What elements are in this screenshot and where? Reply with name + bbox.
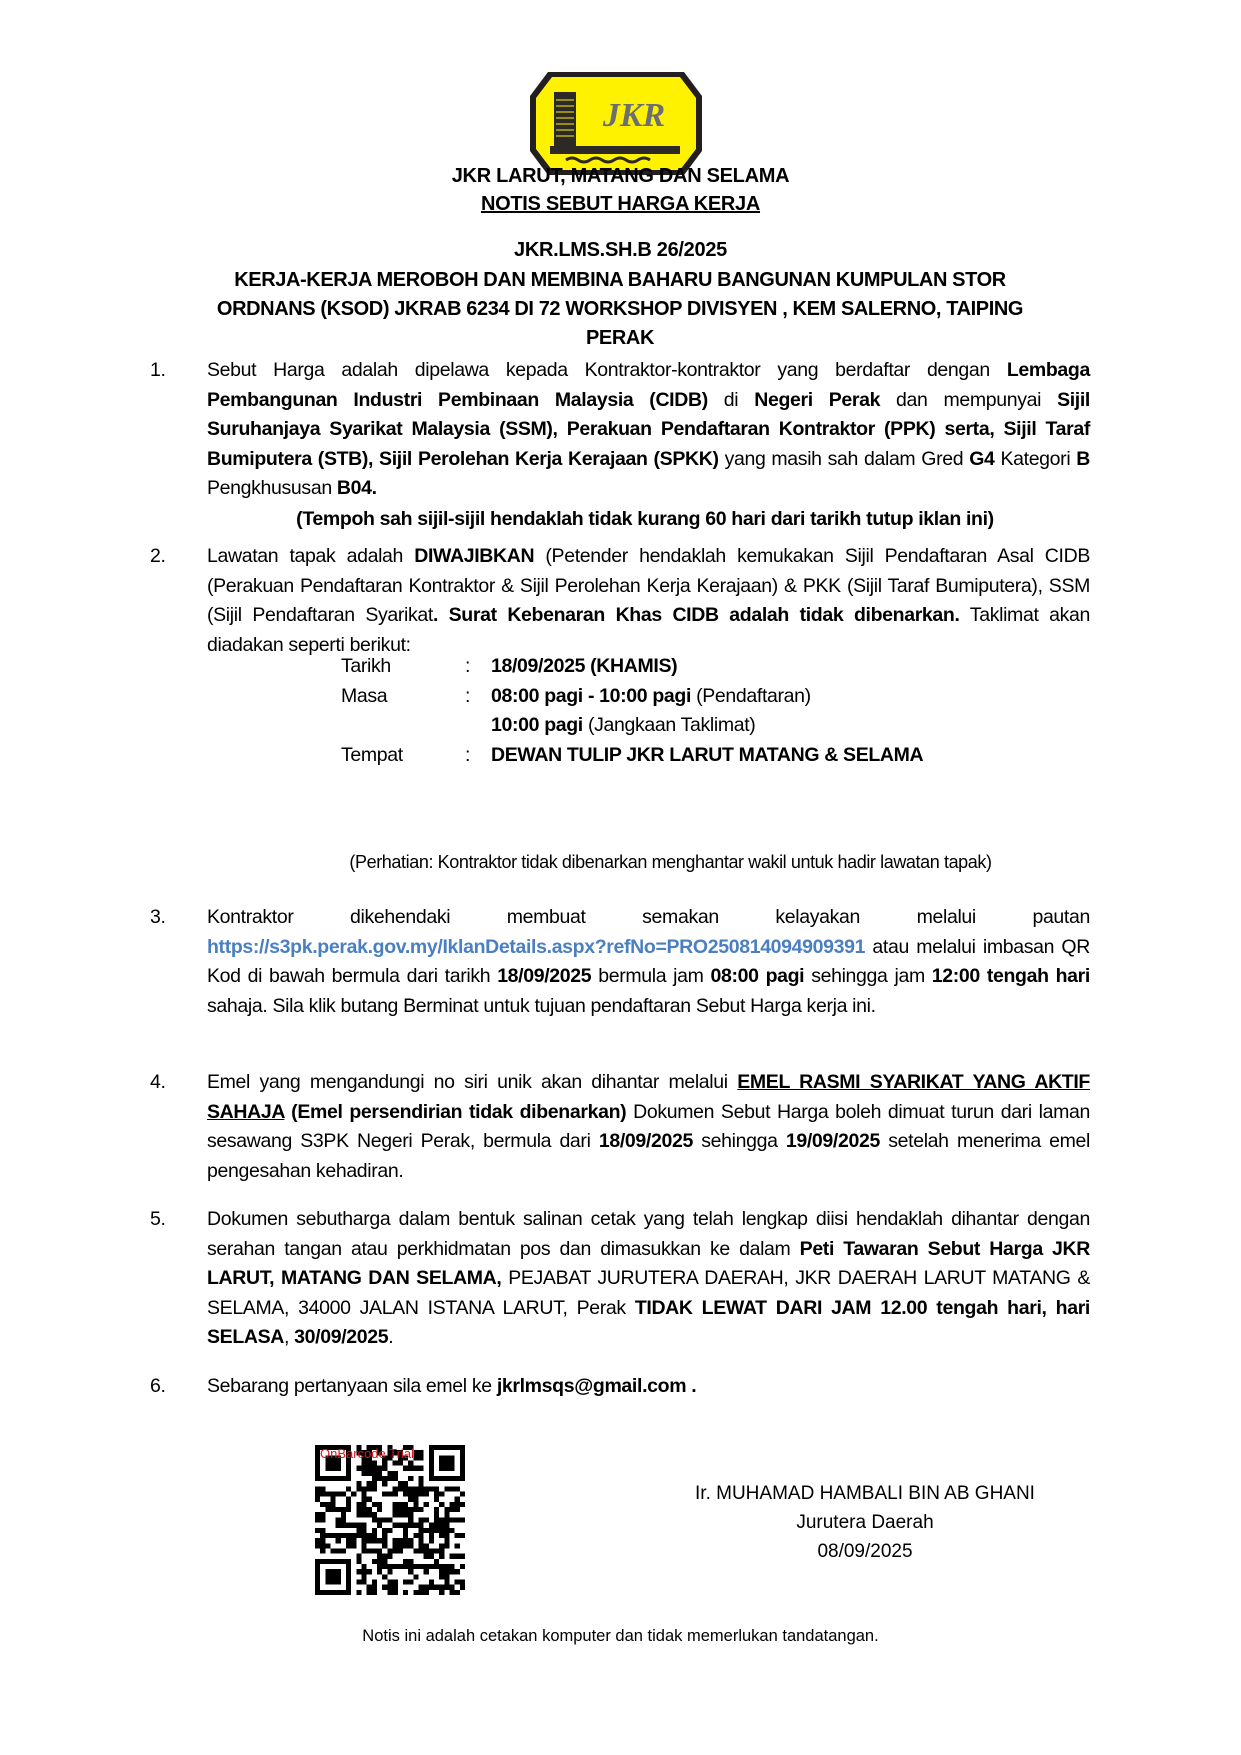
clause-1 (150, 356, 1090, 504)
notice-title: NOTIS SEBUT HARGA KERJA (480, 193, 761, 215)
clause-5 (150, 1205, 1090, 1353)
clause-number: 6. (150, 1375, 166, 1397)
project-title-line: PERAK (585, 327, 654, 349)
reference-number: JKR.LMS.SH.B 26/2025 (514, 239, 727, 261)
clause-body: Sebarang pertanyaan sila emel ke jkrlmsqs@gmail.com . (207, 1375, 697, 1397)
clause-6 (150, 1372, 1090, 1402)
clause-body: Dokumen sebutharga dalam bentuk salinan cetak yang telah lengkap diisi hendaklah dihantar dengan serahan tangan atau perkhidmatan pos dan dimasukkan ke dalam Peti Tawaran Sebut Harga JKR LARUT, MATANG DAN SELAMA, PEJABAT JURUTERA DAERAH, JKR DAERAH LARUT MATANG & SELAMA, 34000 JALAN ISTANA LARUT, Perak TIDAK LEWAT DARI JAM 12.00 tengah hari, hari SELASA, 30/09/2025. (207, 1208, 1090, 1348)
computer-generated-note: Notis ini adalah cetakan komputer dan tidak memerlukan tandatangan. (362, 1627, 879, 1645)
representative-note: (Perhatian: Kontraktor tidak dibenarkan menghantar wakil untuk hadir lawatan tapak) (349, 852, 992, 872)
clause-number: 4. (150, 1071, 166, 1093)
clause-4 (150, 1068, 1090, 1186)
jkr-logo (526, 66, 706, 181)
project-title-line: ORDNANS (KSOD) JKRAB 6234 DI 72 WORKSHOP DIVISYEN , KEM SALERNO, TAIPING (216, 298, 1024, 320)
s3pk-link[interactable]: https://s3pk.perak.gov.my/IklanDetails.aspx?refNo=PRO250814094909391 (207, 935, 866, 958)
clause-number: 5. (150, 1208, 166, 1230)
clause-number: 2. (150, 545, 166, 567)
signature-date: 08/09/2025 (817, 1541, 913, 1562)
clause-number: 1. (150, 359, 166, 381)
qr-code-icon (315, 1445, 465, 1595)
clause-3 (150, 903, 1090, 1021)
certificate-validity-note: (Tempoh sah sijil-sijil hendaklah tidak kurang 60 hari dari tarikh tutup iklan ini) (296, 508, 994, 530)
clause-2 (150, 542, 1090, 660)
clause-number: 3. (150, 906, 166, 928)
qr-code[interactable] (315, 1445, 465, 1595)
briefing-place: DEWAN TULIP JKR LARUT MATANG & SELAMA (491, 743, 924, 766)
svg-text:JKR: JKR (602, 97, 666, 134)
signature-block (640, 1479, 1090, 1566)
signatory-name: Ir. MUHAMAD HAMBALI BIN AB GHANI (695, 1483, 1035, 1504)
clause-body: Kontraktor dikehendaki membuat semakan kelayakan melalui pautan https://s3pk.perak.gov.my/IklanDetails.aspx?refNo=PRO250814094909391 atau melalui imbasan QR Kod di bawah bermula dari tarikh 18/09/2025 bermula jam 08:00 pagi sehingga jam 12:00 tengah hari sahaja. Sila klik butang Berminat untuk tujuan pendaftaran Sebut Harga kerja ini. (207, 906, 1090, 1017)
project-title-line: KERJA-KERJA MEROBOH DAN MEMBINA BAHARU BANGUNAN KUMPULAN STOR (234, 269, 1006, 291)
signatory-position: Jurutera Daerah (796, 1512, 934, 1533)
contact-email[interactable]: jkrlmsqs@gmail.com . (496, 1375, 697, 1397)
clause-body: Lawatan tapak adalah DIWAJIBKAN (Petender hendaklah kemukakan Sijil Pendaftaran Asal CIDB (Perakuan Pendaftaran Kontraktor & Sijil Perolehan Kerja Kerajaan) & PKK (Sijil Taraf Bumiputera), SSM (Sijil Pendaftaran Syarikat. Surat Kebenaran Khas CIDB adalah tidak dibenarkan. Taklimat akan diadakan seperti berikut: (207, 545, 1090, 656)
briefing-date: 18/09/2025 (KHAMIS) (491, 655, 678, 677)
clause-body: Sebut Harga adalah dipelawa kepada Kontraktor-kontraktor yang berdaftar dengan Lembaga Pembangunan Industri Pembinaan Malaysia (CIDB) di Negeri Perak dan mempunyai Sijil Suruhanjaya Syarikat Malaysia (SSM), Perakuan Pendaftaran Kontraktor (PPK) serta, Sijil Taraf Bumiputera (STB), Sijil Perolehan Kerja Kerajaan (SPKK) yang masih sah dalam Gred G4 Kategori B Pengkhususan B04. (207, 359, 1090, 499)
briefing-time: 08:00 pagi - 10:00 pagi (Pendaftaran) (491, 684, 811, 707)
qr-watermark: OnBarcode Trial (320, 1446, 414, 1461)
office-name: JKR LARUT, MATANG DAN SELAMA (451, 165, 790, 187)
project-title (150, 266, 1090, 353)
jkr-logo-icon (526, 66, 706, 181)
briefing-expected-time: 10:00 pagi (Jangkaan Taklimat) (491, 714, 756, 736)
clause-body: Emel yang mengandungi no siri unik akan dihantar melalui EMEL RASMI SYARIKAT YANG AKTIF SAHAJA (Emel persendirian tidak dibenarkan) Dokumen Sebut Harga boleh dimuat turun dari laman sesawang S3PK Negeri Perak, bermula dari 18/09/2025 sehingga 19/09/2025 setelah menerima emel pengesahan kehadiran. (207, 1071, 1090, 1182)
